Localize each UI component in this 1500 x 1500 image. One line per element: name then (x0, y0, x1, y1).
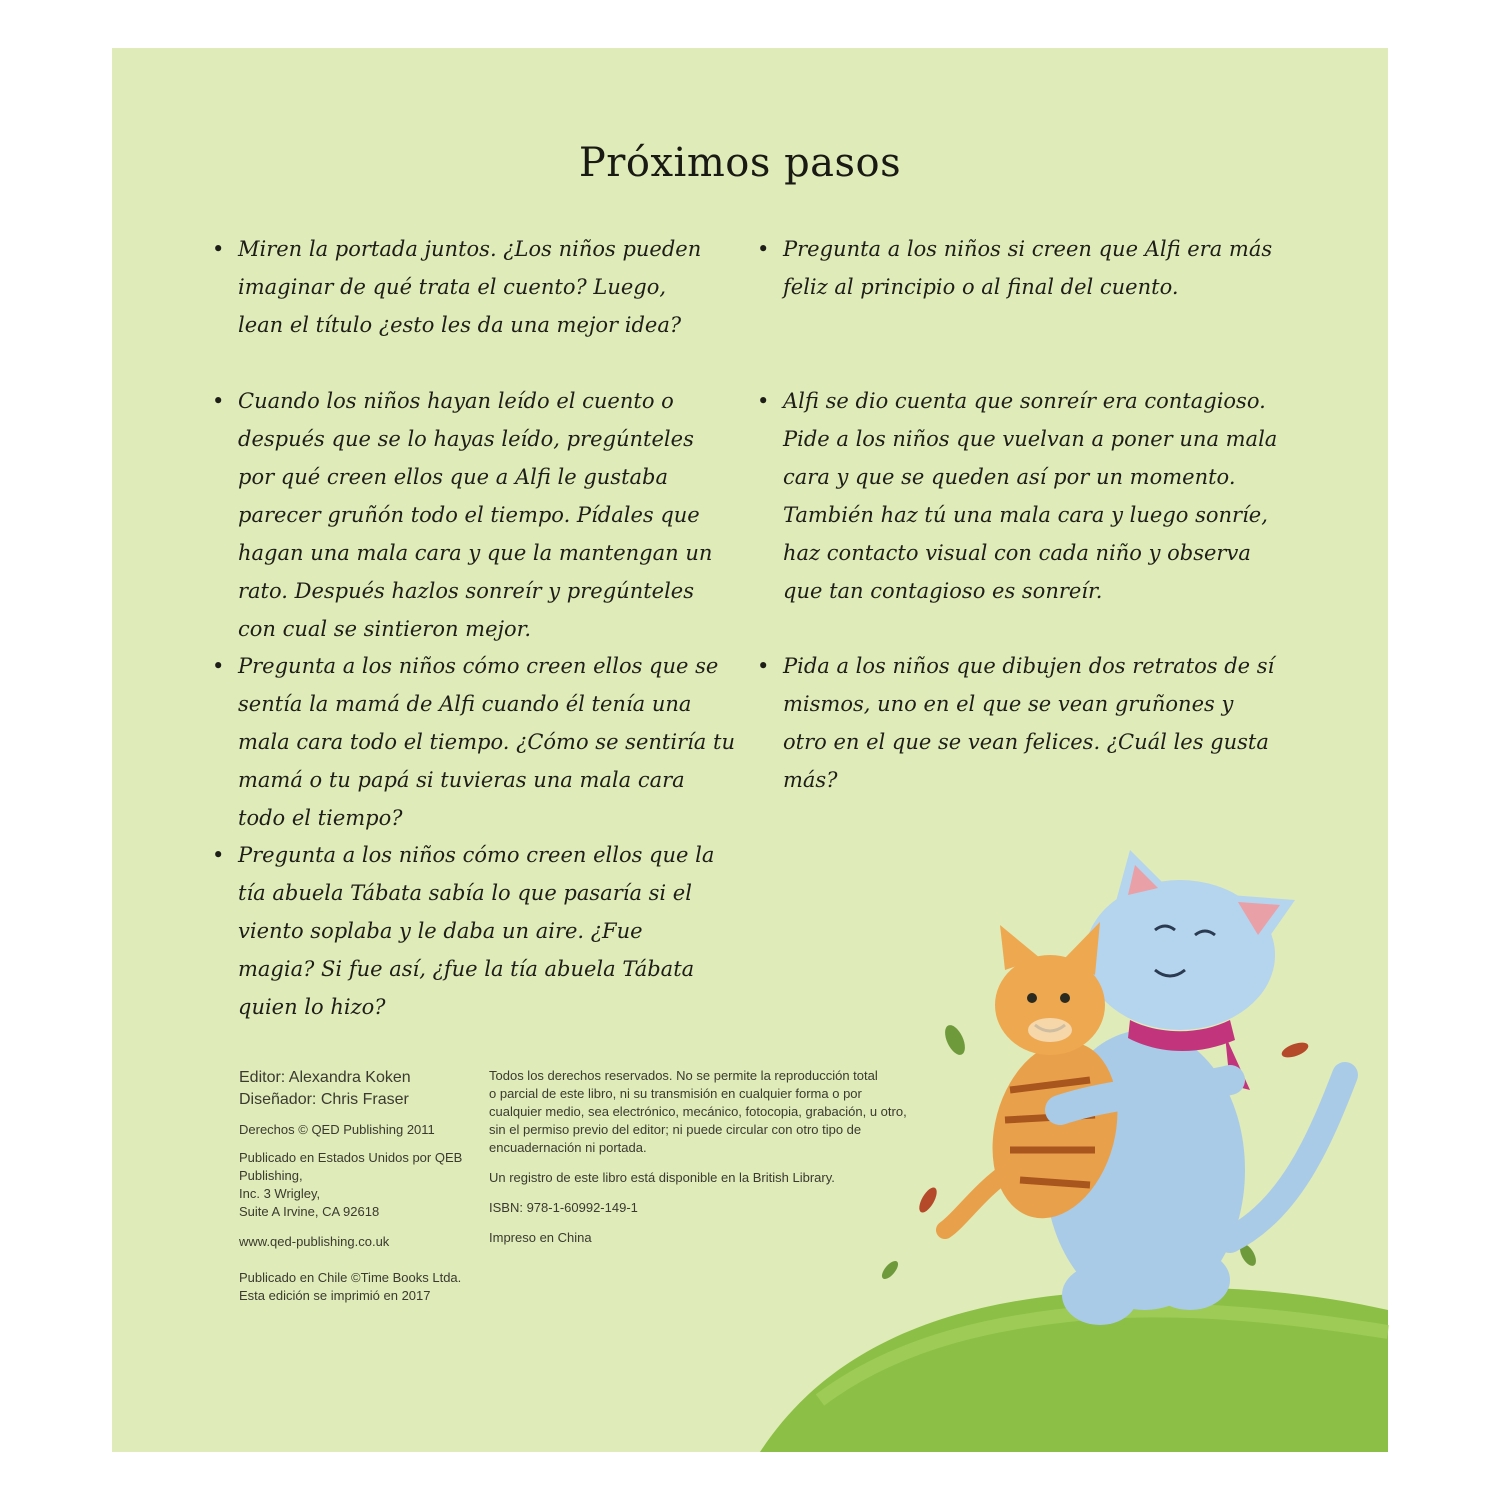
leaf (941, 1022, 969, 1058)
bullet-item (212, 382, 718, 648)
rights-text: encuadernación ni portada. (489, 1140, 647, 1155)
publisher-line: Publicado en Estados Unidos por QEB (239, 1150, 463, 1165)
rights-text: Todos los derechos reservados. No se permite la reproducción total (489, 1068, 878, 1083)
bullet-text: Pregunta a los niños cómo creen ellos que se sentía la mamá de Alfi cuando él tenía una mala cara todo el tiempo. ¿Cómo se sentiría tu mamá o tu papá si tuvieras una mala cara todo el tiempo? (238, 654, 735, 830)
rights-text: sin el permiso previo del editor; ni puede circular con otro tipo de (489, 1122, 862, 1137)
cats-hugging-illustration (760, 840, 1500, 1452)
bullet-dot: • (757, 389, 770, 413)
bullet-text: Pregunta a los niños cómo creen ellos que la tía abuela Tábata sabía lo que pasaría si el viento soplaba y le daba un aire. ¿Fue magia? Si fue así, ¿fue la tía abuela Tábata quien lo hizo? (238, 843, 715, 1019)
chile-publisher-line: Publicado en Chile ©Time Books Ltda. (239, 1270, 462, 1285)
credits-left (239, 1067, 479, 1305)
bullet-dot: • (212, 237, 225, 261)
bullet-item (757, 647, 1283, 799)
website-text: www.qed-publishing.co.uk (239, 1234, 390, 1249)
bullet-item (757, 382, 1283, 610)
bullet-dot: • (757, 654, 770, 678)
bullet-dot: • (212, 654, 225, 678)
registry-text: Un registro de este libro está disponible en la British Library. (489, 1170, 835, 1185)
publisher-line: Publishing, (239, 1168, 303, 1183)
isbn-text: ISBN: 978-1-60992-149-1 (489, 1200, 638, 1215)
orange-cat-eye (1060, 993, 1070, 1003)
leaf (916, 1185, 940, 1215)
bullet-item (757, 230, 1278, 306)
bullet-text: Alfi se dio cuenta que sonreír era contagioso. Pide a los niños que vuelvan a poner una mala cara y que se queden así por un momento. También haz tú una mala cara y luego sonríe, haz contacto visual con cada niño y observa que tan contagioso es sonreír. (783, 389, 1278, 603)
page-title: Próximos pasos (578, 140, 902, 186)
rights-text: o parcial de este libro, ni su transmisión en cualquier forma o por (489, 1086, 862, 1101)
orange-cat-muzzle (1028, 1018, 1072, 1042)
edition-line: Esta edición se imprimió en 2017 (239, 1288, 431, 1303)
blue-cat-leg (1062, 1265, 1138, 1325)
bullet-text: Pida a los niños que dibujen dos retratos de sí mismos, uno en el que se vean gruñones y otro en el que se vean felices. ¿Cuál les gusta más? (783, 654, 1275, 792)
blue-cat-leg (1150, 1250, 1230, 1310)
orange-cat-tail (945, 1170, 1010, 1230)
bullet-dot: • (757, 237, 770, 261)
bullet-item (212, 647, 738, 837)
bullet-dot: • (212, 843, 225, 867)
editor-credit: Editor: Alexandra Koken (239, 1069, 411, 1086)
printed-text: Impreso en China (489, 1230, 592, 1245)
rights-text: cualquier medio, sea electrónico, mecánico, fotocopia, grabación, u otro, (489, 1104, 907, 1119)
bullet-item (212, 230, 708, 344)
copyright-line: Derechos © QED Publishing 2011 (239, 1122, 435, 1137)
bullet-text: Pregunta a los niños si creen que Alfi era más feliz al principio o al final del cuento. (783, 237, 1273, 299)
bullet-text: Cuando los niños hayan leído el cuento o después que se lo hayas leído, pregúnteles por qué creen ellos que a Alfi le gustaba parecer gruñón todo el tiempo. Pídales que hagan una mala cara y que la mantengan un rato. Después hazlos sonreír y pregúnteles con cual se sintieron mejor. (238, 389, 713, 641)
bullet-text: Miren la portada juntos. ¿Los niños pueden imaginar de qué trata el cuento? Luego, lean el título ¿esto les da una mejor idea? (238, 237, 702, 337)
leaf (879, 1258, 901, 1281)
publisher-line: Inc. 3 Wrigley, (239, 1186, 321, 1201)
blue-cat-tail (1230, 1075, 1345, 1240)
publisher-line: Suite A Irvine, CA 92618 (239, 1204, 380, 1219)
designer-credit: Diseñador: Chris Fraser (239, 1091, 409, 1108)
bullet-item (212, 836, 718, 1026)
bullet-dot: • (212, 389, 225, 413)
leaf (1280, 1040, 1310, 1061)
orange-cat-eye (1027, 993, 1037, 1003)
